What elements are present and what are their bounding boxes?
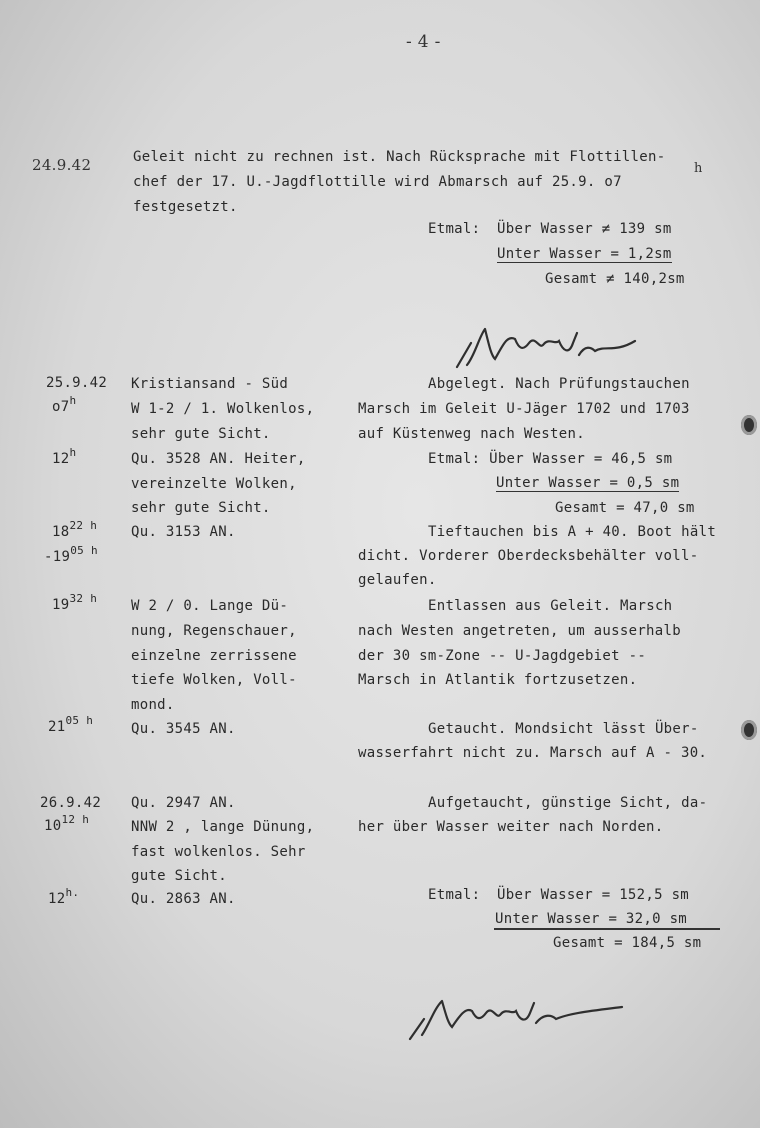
entry3-mid-2: NNW 2 , lange Dünung, [131, 819, 315, 835]
entry2-right-2: Marsch im Geleit U-Jäger 1702 und 1703 [358, 401, 690, 417]
entry1-etmal-unter: Unter Wasser = 1,2sm [497, 246, 672, 262]
entry3-mid-5: Qu. 2863 AN. [131, 891, 236, 907]
entry3-mid-3: fast wolkenlos. Sehr [131, 844, 306, 860]
entry2-mid-3: sehr gute Sicht. [131, 426, 271, 442]
entry2-time-2-sup: h [69, 446, 77, 459]
entry2-right-10: Entlassen aus Geleit. Marsch [428, 598, 673, 614]
entry3-time-1-sup: 12 h [61, 813, 90, 826]
signature-2 [400, 985, 640, 1045]
entry1-line-1: Geleit nicht zu rechnen ist. Nach Rücksprache mit Flottillen- [133, 149, 666, 165]
entry2-time-5-sup: 32 h [69, 592, 98, 605]
entry2-time-4: -19 [44, 549, 71, 565]
entry2-mid-1: Kristiansand - Süd [131, 376, 289, 392]
entry2-time-1-sup: h [69, 394, 77, 407]
signature-1 [445, 315, 665, 375]
entry2-time-6-sup: 05 h [65, 714, 94, 727]
entry2-mid-13: Qu. 3545 AN. [131, 721, 236, 737]
entry3-date: 26.9.42 [40, 795, 102, 811]
entry2-right-12: der 30 sm-Zone -- U-Jagdgebiet -- [358, 648, 647, 664]
entry2-time-6: 21 [48, 719, 66, 735]
entry2-time-5: 19 [52, 597, 70, 613]
entry2-mid-5: vereinzelte Wolken, [131, 476, 297, 492]
entry3-time-2: 12 [48, 891, 66, 907]
entry3-mid-4: gute Sicht. [131, 868, 228, 884]
entry1-etmal-ueber: Über Wasser ≠ 139 sm [497, 221, 672, 237]
entry3-etmal-label: Etmal: [428, 887, 481, 903]
punch-hole-top [741, 415, 757, 435]
entry2-date: 25.9.42 [46, 375, 108, 391]
entry2-right-7: Tieftauchen bis A + 40. Boot hält [428, 524, 717, 540]
entry2-right-1: Abgelegt. Nach Prüfungstauchen [428, 376, 690, 392]
entry1-etmal-label: Etmal: [428, 221, 481, 237]
entry2-right-8: dicht. Vorderer Oberdecksbehälter voll- [358, 548, 699, 564]
entry2-right-9: gelaufen. [358, 572, 437, 588]
entry1-line-3: festgesetzt. [133, 199, 238, 215]
entry2-right-3: auf Küstenweg nach Westen. [358, 426, 585, 442]
entry2-mid-11: tiefe Wolken, Voll- [131, 672, 297, 688]
entry3-right-2: her über Wasser weiter nach Norden. [358, 819, 664, 835]
entry3-time-1: 10 [44, 818, 62, 834]
entry2-right-13: Marsch in Atlantik fortzusetzen. [358, 672, 638, 688]
entry1-date: 24.9.42 [32, 156, 92, 174]
entry3-etmal-ueber: Über Wasser = 152,5 sm [497, 887, 690, 903]
entry2-etmal-gesamt: Gesamt = 47,0 sm [555, 500, 695, 516]
entry2-right-15: wasserfahrt nicht zu. Marsch auf A - 30. [358, 745, 708, 761]
entry3-right-1: Aufgetaucht, günstige Sicht, da- [428, 795, 708, 811]
entry2-etmal-ueber: Etmal: Über Wasser = 46,5 sm [428, 451, 673, 467]
entry2-mid-6: sehr gute Sicht. [131, 500, 271, 516]
entry2-right-11: nach Westen angetreten, um ausserhalb [358, 623, 681, 639]
entry2-mid-4: Qu. 3528 AN. Heiter, [131, 451, 306, 467]
entry2-right-14: Getaucht. Mondsicht lässt Über- [428, 721, 699, 737]
entry2-mid-9: nung, Regenschauer, [131, 623, 297, 639]
entry2-time-2: 12 [52, 451, 70, 467]
entry2-time-1: o7 [52, 399, 70, 415]
entry3-mid-1: Qu. 2947 AN. [131, 795, 236, 811]
entry2-time-4-sup: 05 h [70, 544, 98, 557]
entry2-mid-10: einzelne zerrissene [131, 648, 297, 664]
entry1-etmal-gesamt: Gesamt ≠ 140,2sm [545, 271, 685, 287]
entry1-time-sup: h [694, 161, 703, 176]
entry3-etmal-underline [494, 928, 720, 930]
entry3-etmal-unter: Unter Wasser = 32,0 sm [495, 911, 688, 927]
entry2-time-3: 18 [52, 524, 70, 540]
entry2-time-3-sup: 22 h [69, 519, 98, 532]
entry3-etmal-gesamt: Gesamt = 184,5 sm [553, 935, 702, 951]
entry2-mid-2: W 1-2 / 1. Wolkenlos, [131, 401, 315, 417]
page-number: - 4 - [406, 32, 441, 52]
entry2-etmal-unter: Unter Wasser = 0,5 sm [496, 475, 680, 491]
entry2-mid-8: W 2 / 0. Lange Dü- [131, 598, 289, 614]
entry2-mid-12: mond. [131, 697, 175, 713]
entry3-time-2-sup: h. [65, 886, 80, 899]
entry2-mid-7: Qu. 3153 AN. [131, 524, 236, 540]
punch-hole-bottom [741, 720, 757, 740]
entry1-line-2: chef der 17. U.-Jagdflottille wird Abmarsch auf 25.9. o7 [133, 174, 622, 190]
